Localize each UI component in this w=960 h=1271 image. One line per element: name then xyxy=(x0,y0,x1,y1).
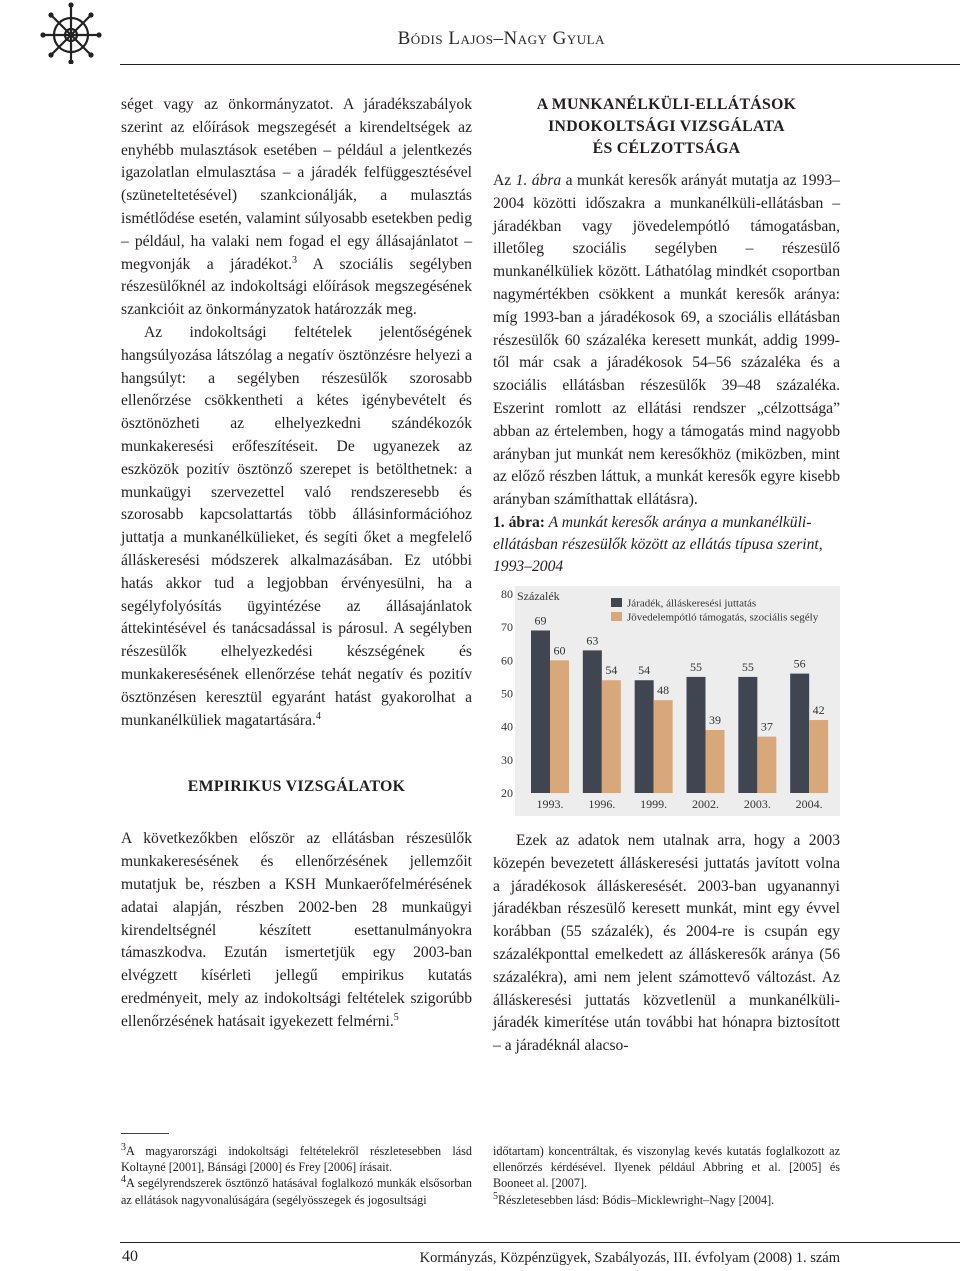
bar-s1-1 xyxy=(583,650,602,793)
figure-reference: 1. ábra xyxy=(515,172,562,189)
data-label-s2-0: 60 xyxy=(553,643,566,658)
data-label-s1-2: 54 xyxy=(638,663,651,678)
data-label-s2-1: 54 xyxy=(605,663,618,678)
data-label-s1-4: 55 xyxy=(741,659,754,674)
right-column xyxy=(493,94,840,1058)
y-tick-label-2: 60 xyxy=(501,653,513,668)
figure-label: 1. ábra: xyxy=(493,513,545,531)
footnote-5: $^5$Részletesebben lásd: Bódis–Micklewright–Nagy [2004]. xyxy=(493,1190,775,1207)
ships-wheel-logo xyxy=(38,2,104,64)
journal-name: Kormányzás, Közpénzügyek, Szabályozás, III. évfolyam (2008) 1. szám xyxy=(419,1250,840,1266)
footnote-ref-4[interactable]: 4 xyxy=(315,710,321,722)
x-tick-label-1: 1996. xyxy=(588,796,616,811)
data-label-s2-4: 37 xyxy=(760,719,773,734)
footnote-3: $^3$A magyarországi indokoltsági feltételekről részletesebben lásd Koltayné [2001], Bánsági [2000] és Frey [2006] írásait. xyxy=(121,1141,472,1175)
bar-s2-5 xyxy=(809,720,828,793)
header-rule xyxy=(120,64,960,65)
bar-s2-4 xyxy=(757,737,776,793)
bar-s1-4 xyxy=(738,677,757,793)
left-paragraph-2: Az indokoltsági feltételek jelentőségének hangsúlyozása látszólag a negatív ösztönzésre helyezi a hangsúlyt: a segélyben részesülők szorosabb ellenőrzése csökkentheti a kétes igénybevételt és ösztönözheti az elhelyezkedni szándékozók munkakeresési erőfeszítéseit. De ugyanezek az eszközök pozitív ösztönző szerepet is betölthetnek: a munkaügyi szervezettel való rendszeresebb és szorosabb kapcsolattartás több állásinformációhoz juttatja a munkanélkülieket, és segíti őket a megfelelő álláskeresési módszerek alkalmazásában. Ez utóbbi hatás akkor tud a legjobban érvényesülni, ha a segélyfolyósítás ügyintézése az állásajánlatok áttekintésével és tanácsadással is párosul. A segélyben részesülők elhelyezkedési készségének és munkakeresésének ellenőrzése tehát negatív és pozitív ösztönzésen keresztül egyaránt hatást gyakorolhat a munkanélküliek magatartására.$^4$ xyxy=(121,323,472,729)
bar-s1-2 xyxy=(635,680,654,793)
footnote-ref-3[interactable]: 3 xyxy=(292,254,298,266)
y-tick-label-0: 80 xyxy=(501,586,513,601)
bar-s2-3 xyxy=(706,730,725,793)
x-tick-label-3: 2002. xyxy=(692,796,719,811)
left-paragraph-3: A következőkben először az ellátásban részesülők munkakeresésének és ellenőrzésének jellemzőit mutatjuk be, részben a KSH Munkaerőfelmérésének adatai alapján, részben 2002-ben 28 munkaügyi kirendeltségnél készített esettanulmányokra támaszkodva. Ezután ismertetjük egy 2003-ban elvégzett kísérleti jellegű empirikus kutatás eredményeit, mely az indokoltsági feltételek szigorúbb ellenőrzésének hatásait igyekezett felmérni.$^5$ xyxy=(121,830,472,1030)
figure-caption xyxy=(493,512,840,578)
y-tick-label-1: 70 xyxy=(501,620,513,635)
footer-rule xyxy=(120,1242,960,1243)
x-tick-label-4: 2003. xyxy=(743,796,771,811)
footnotes-left xyxy=(121,1143,472,1208)
bar-s1-3 xyxy=(687,677,706,793)
bar-chart xyxy=(493,586,840,816)
bar-s2-0 xyxy=(550,660,569,793)
figure-title: A munkát keresők aránya a munkanélküli-ellátásban részesülők között az ellátás típusa szerint, 1993–2004 xyxy=(493,513,823,575)
y-tick-label-3: 50 xyxy=(501,686,513,701)
x-tick-label-0: 1993. xyxy=(536,796,564,811)
data-label-s2-3: 39 xyxy=(709,712,721,727)
footnote-ref-5[interactable]: 5 xyxy=(393,1011,399,1023)
data-label-s2-2: 48 xyxy=(657,683,670,698)
x-tick-label-2: 1999. xyxy=(640,796,668,811)
bar-s1-5 xyxy=(790,674,809,793)
section-heading-empirikus: EMPIRIKUS VIZSGÁLATOK xyxy=(187,778,406,796)
data-label-s1-3: 55 xyxy=(690,659,702,674)
y-tick-label-5: 30 xyxy=(501,752,513,767)
data-label-s1-0: 69 xyxy=(534,613,547,628)
legend-label-1: Járadék, álláskeresési juttatás xyxy=(627,597,757,610)
footnote-4: $^4$A segélyrendszerek ösztönző hatásával foglalkozó munkák elsősorban az ellátások nagyvonalúságára (segélyösszegek és jogosultsági xyxy=(121,1174,472,1207)
y-tick-label-4: 40 xyxy=(501,719,513,734)
y-tick-label-6: 20 xyxy=(501,785,513,800)
page-number: 40 xyxy=(122,1248,138,1265)
running-head: Bódis Lajos–Nagy Gyula xyxy=(397,28,605,49)
legend-label-2: Jövedelempótló támogatás, szociális segély xyxy=(627,611,819,624)
bar-s2-1 xyxy=(602,680,621,793)
data-label-s2-5: 42 xyxy=(812,702,825,717)
right-paragraph-1: Az 1. ábra a munkát keresők arányát mutatja az 1993–2004 közötti időszakra a munkanélküli-ellátásban – járadékban vagy jövedelempótló támogatásban, illetőleg szociális segélyben – részesülő munkanélküliek között. Láthatólag mindkét csoportban nagymértékben csökkent a munkát keresők aránya: míg 1993-ban a járadékosok 69, a szociális ellátásban részesülők 60 százaléka keresett munkát, addig 1999-től már csak a járadékosok 54–56 százaléka és a szociális ellátásban részesülők 39–48 százaléka. Eszerint romlott az ellátási rendszer „célzottsága” abban az értelemben, hogy a támogatás mind nagyobb arányban jut munkát nem keresőkhöz (miközben, mint az előző részben láttuk, a munkát keresők egyre kisebb arányban számíthattak ellátásra). xyxy=(493,172,840,509)
footnotes-right xyxy=(493,1143,840,1208)
x-tick-label-5: 2004. xyxy=(795,796,823,811)
left-paragraph-1: séget vagy az önkormányzatot. A járadékszabályok szerint az előírások megszegését a kirendeltségek az enyhébb mulasztások esetében – például a jelentkezés igazolatlan elmulasztása – a járadék felfüggesztésével (szüneteltetésével) szankcionálják, a mulasztás ismétlődése esetén, valamint súlyosabb esetekben pedig – például, ha valaki nem fogad el egy állásajánlatot – megvonják a járadékot.$^3$ A szociális segélyben részesülőknél az indokoltsági előírások megszegésének szankcióit az önkormányzatok határozzák meg. xyxy=(121,96,472,319)
right-paragraph-2: Ezek az adatok nem utalnak arra, hogy a 2003 közepén bevezetett álláskeresési juttatás javított volna a járadékosok álláskeresését. 2003-ban ugyanannyi járadékban részesülő keresett munkát, mint egy évvel korábban (55 százalék), és 2004-re is csupán egy százalékponttal emelkedett az álláskeresők aránya (56 százalékra), ami nem jelent számottevő változást. Az álláskeresési juttatás közvetlenül a munkanélküli-járadék kimerítése után további hat hónapra biztosított – a járadéknál alacso- xyxy=(493,831,840,1055)
y-axis-label: Százalék xyxy=(517,588,560,603)
data-label-s1-5: 56 xyxy=(793,656,806,671)
bar-s1-0 xyxy=(531,630,550,793)
data-label-s1-1: 63 xyxy=(586,633,599,648)
footnote-rule xyxy=(121,1133,169,1134)
section-heading-munkanelkuli: A MUNKANÉLKÜLI-ELLÁTÁSOK INDOKOLTSÁGI VIZSGÁLATA ÉS CÉLZOTTSÁGA xyxy=(536,96,797,157)
left-column xyxy=(121,94,472,1033)
bar-s2-2 xyxy=(654,700,673,793)
legend-swatch-2 xyxy=(611,612,622,621)
legend-swatch-1 xyxy=(611,598,622,607)
footnote-4-continued: időtartam) koncentráltak, és viszonylag kevés kutatás foglalkozott az ellenőrzés kérdésével. Ilyenek például Abbring et al. [2005] és Booneet al. [2007]. xyxy=(493,1144,840,1191)
